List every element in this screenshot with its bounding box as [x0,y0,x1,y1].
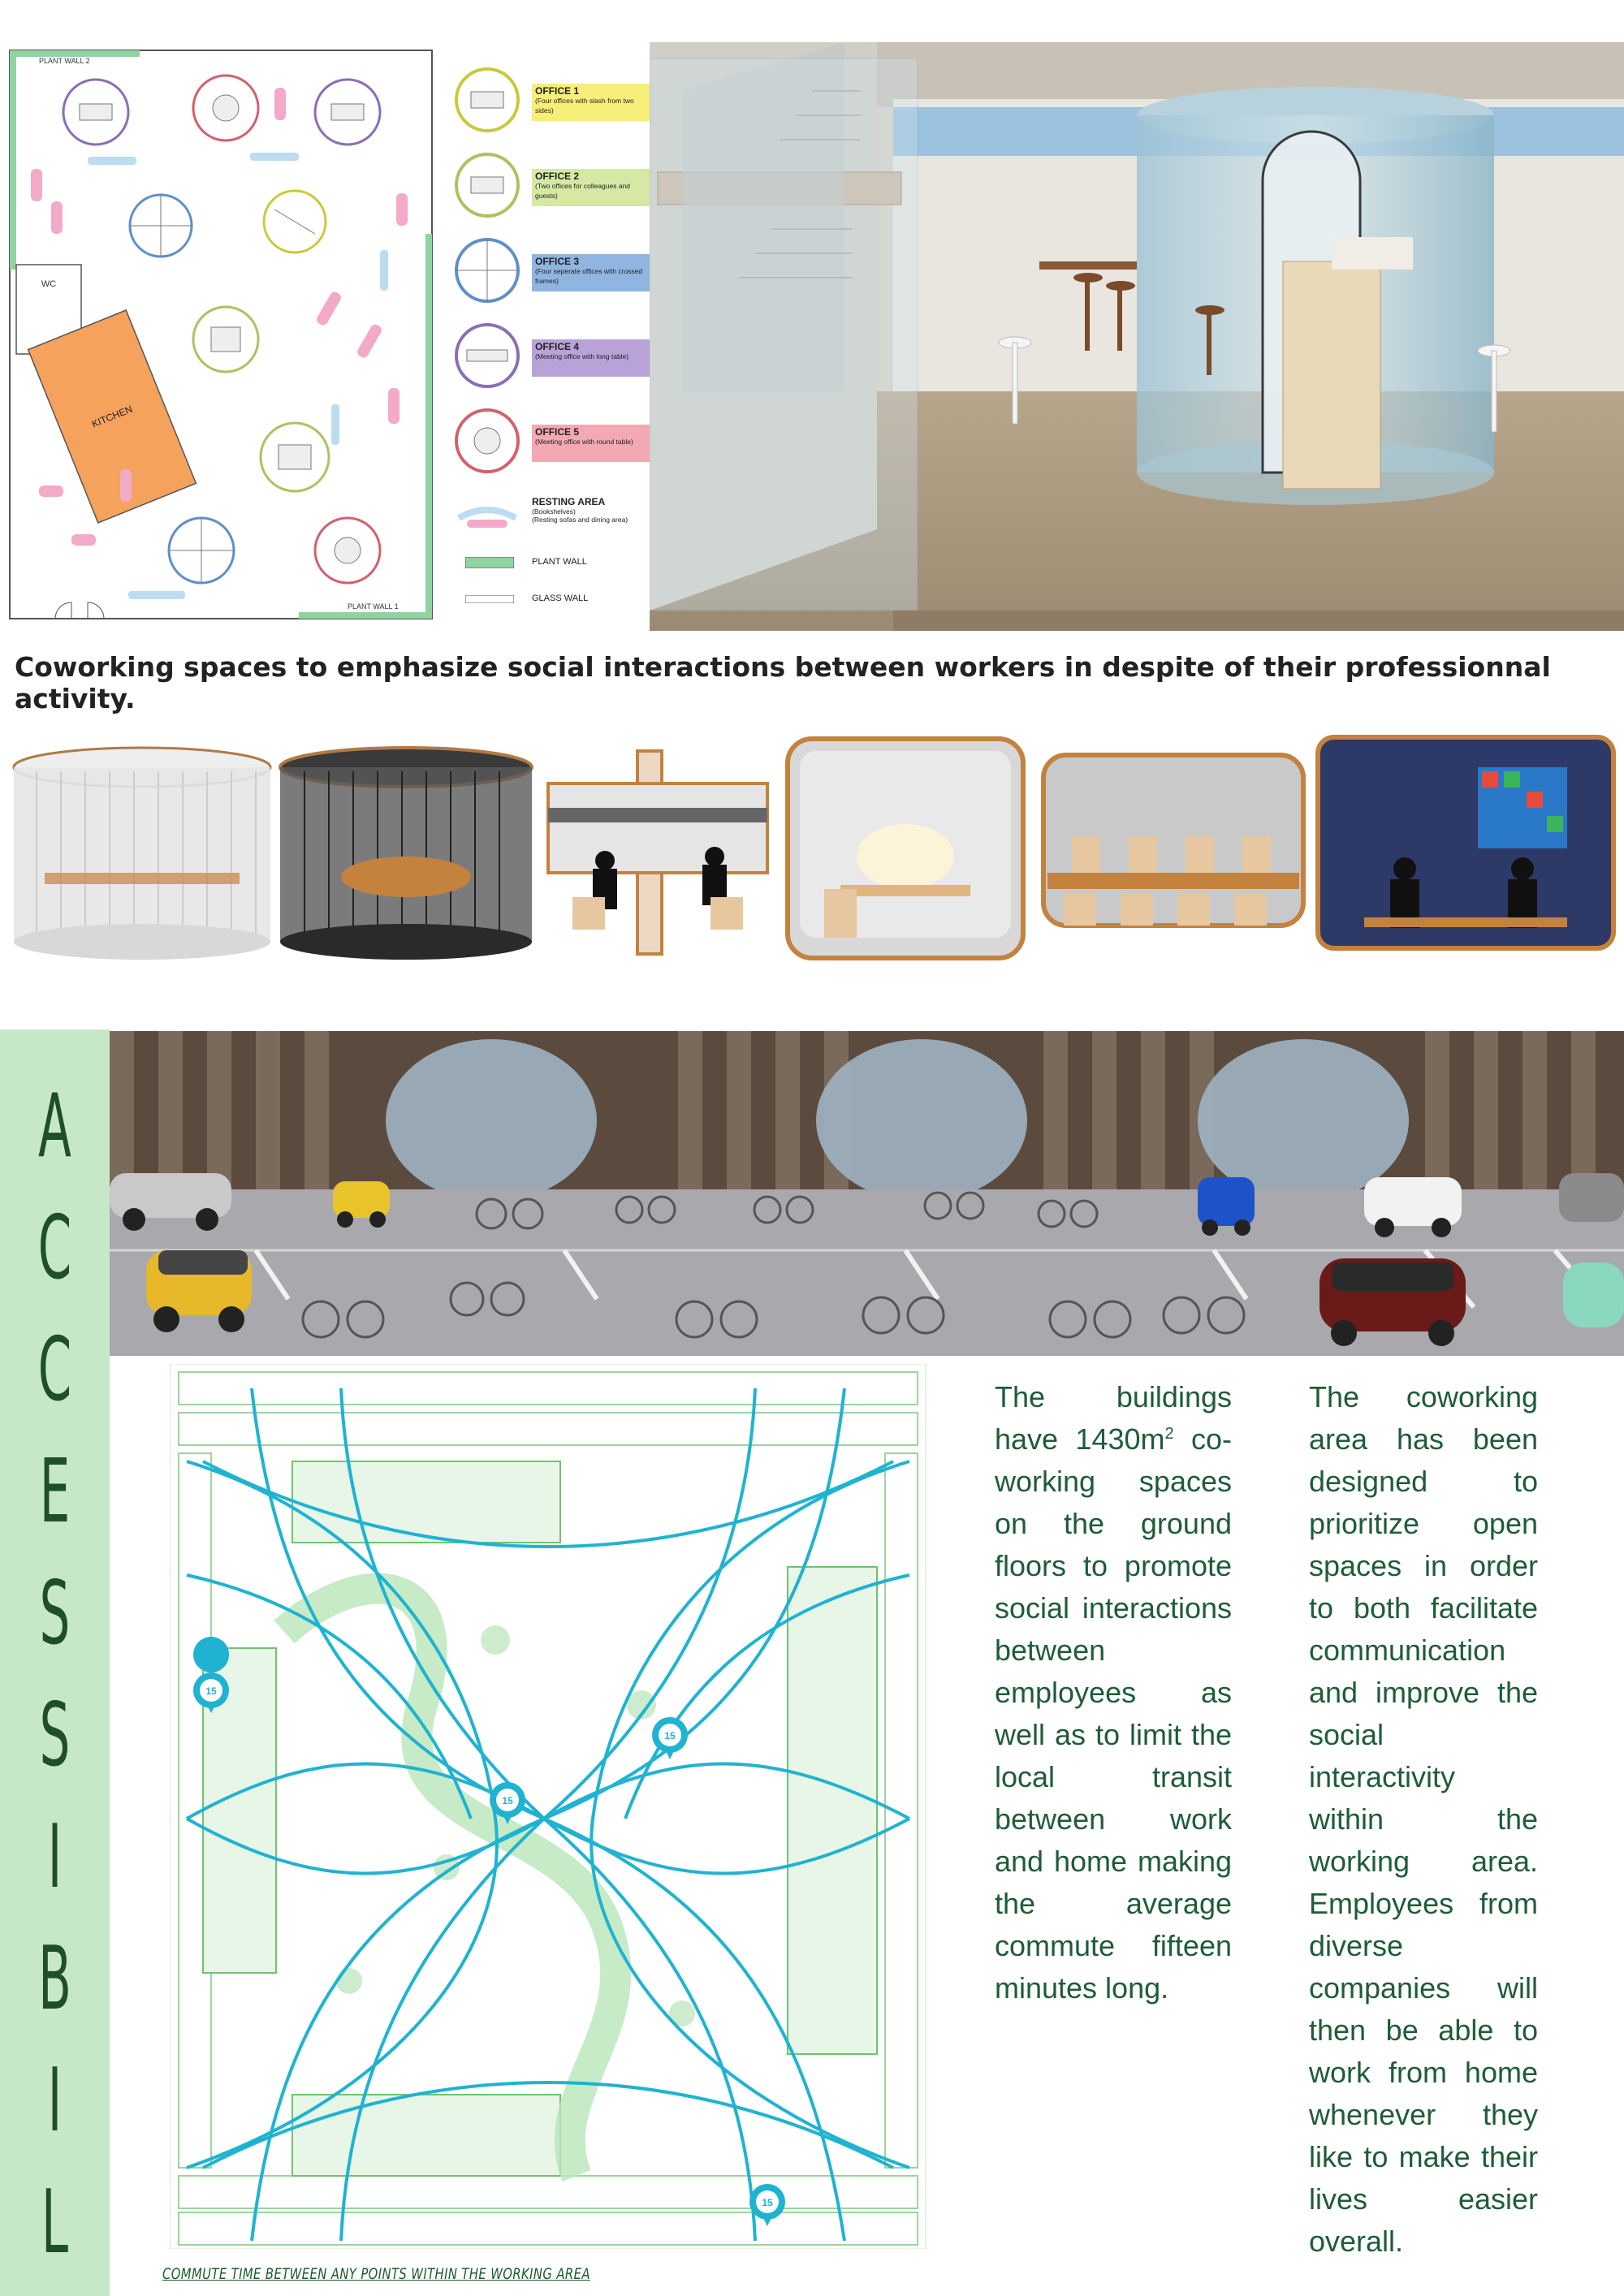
office-pod [315,518,380,583]
curtain-pod-dark-render [272,735,540,970]
plant-wall-bottom [299,612,432,619]
legend-office-3-title: OFFICE 3 [535,256,580,267]
side-letter: L [41,2172,69,2273]
office-floor-plan [6,47,437,624]
office-4-icon [451,319,524,392]
plant-wall-label: PLANT WALL [532,557,587,567]
resting-area-sub1: (Bookshelves) [532,507,576,516]
office-pod [261,423,329,491]
plant-wall-left [10,50,16,270]
office-pod [169,518,234,583]
office-3-icon [451,234,524,307]
office-5-icon [451,404,524,477]
side-letter: S [39,1563,71,1664]
text-column-2: The coworking area has been designed to prioritize open spaces in order to both facilitate communication and improve the social interactivity within the working area. Employees from diverse companies will then be able to work from home whenever they like to make their lives easier overall. [1309,1380,1538,2258]
legend-glass-wall [451,587,650,611]
plant-wall-1-label: PLANT WALL 1 [348,602,399,611]
text-column-1-part-a: The buildings have 1430m [995,1380,1232,1456]
curtain-pod-white-render [12,735,272,970]
plant-wall-2-label: PLANT WALL 2 [39,57,90,65]
legend-office-1 [451,63,650,136]
resting-area-sub2: (Resting sofas and dining area) [532,516,628,524]
legend-office-1-title: OFFICE 1 [535,85,580,97]
glass-wall-icon [465,595,514,603]
commute-site-plan [154,1364,942,2249]
legend-office-4-sub: (Meeting office with long table) [535,352,629,360]
svg-text:15: 15 [762,2197,773,2208]
parking-render [110,1031,1624,1356]
glass-panel-table-render [784,735,1027,970]
plant-wall-right [425,234,432,619]
office-pod [264,191,326,252]
plant-wall-icon [465,557,514,568]
legend-office-4-title: OFFICE 4 [535,341,580,352]
interior-render [650,42,1624,631]
glass-wall-label: GLASS WALL [532,593,589,603]
office-1-icon [451,63,524,136]
side-letter: I [47,1806,63,1908]
site-plan-caption: COMMUTE TIME BETWEEN ANY POINTS WITHIN THE WORKING AREA [162,2265,590,2283]
office-pod [193,76,258,140]
office-pod [63,80,128,145]
side-letter: C [37,1319,72,1421]
office-pod [130,195,192,257]
legend-office-2-title: OFFICE 2 [535,170,580,182]
resting-area-icon [451,494,524,534]
screen-wall-meeting-render [1315,735,1616,970]
side-letter: I [47,2050,63,2151]
side-letter: S [39,1685,71,1786]
legend-resting-area [451,490,650,546]
side-letter: C [37,1198,72,1299]
floor-plan-legend [451,63,650,615]
legend-office-3-sub: (Four seperate offices with crossed frames) [535,267,643,285]
side-letter: E [39,1441,71,1543]
car-mint [1563,1262,1624,1327]
cross-frame-desk-render [540,735,775,970]
long-table-panel-render [1039,735,1307,970]
legend-office-3 [451,234,650,307]
svg-text:15: 15 [664,1730,676,1741]
legend-plant-wall [451,550,650,575]
text-column-1 [995,1376,1232,2009]
kitchen-label: KITCHEN [89,403,135,430]
legend-office-5-title: OFFICE 5 [535,426,580,438]
legend-office-4 [451,319,650,392]
text-column-1-part-b: co-working spaces on the ground floors to promote social interactions between employees as well as to limit the local transit between work and home making the average commute fifteen minutes long. [995,1422,1232,2005]
coworking-caption: Coworking spaces to emphasize social interactions between workers in despite of their professionnal activity. [15,651,1551,714]
superscript-2: 2 [1164,1425,1174,1443]
side-letter: B [38,1928,71,2030]
svg-text:15: 15 [502,1795,513,1806]
side-letter: A [38,1076,71,1177]
car-grey-right [1559,1173,1624,1222]
svg-text:15: 15 [205,1685,217,1697]
resting-area-title: RESTING AREA [532,496,606,507]
legend-office-5 [451,404,650,477]
office-pod [193,307,258,372]
legend-office-1-sub: (Four offices with slash from two sides) [535,97,634,114]
office-2-icon [451,149,524,222]
legend-office-2-sub: (Two offices for colleagues and guests) [535,182,631,200]
office-pod [315,80,380,145]
plant-wall-top [10,50,140,57]
wc-label: WC [41,279,57,289]
legend-office-5-sub: (Meeting office with round table) [535,438,633,446]
legend-office-2 [451,149,650,222]
